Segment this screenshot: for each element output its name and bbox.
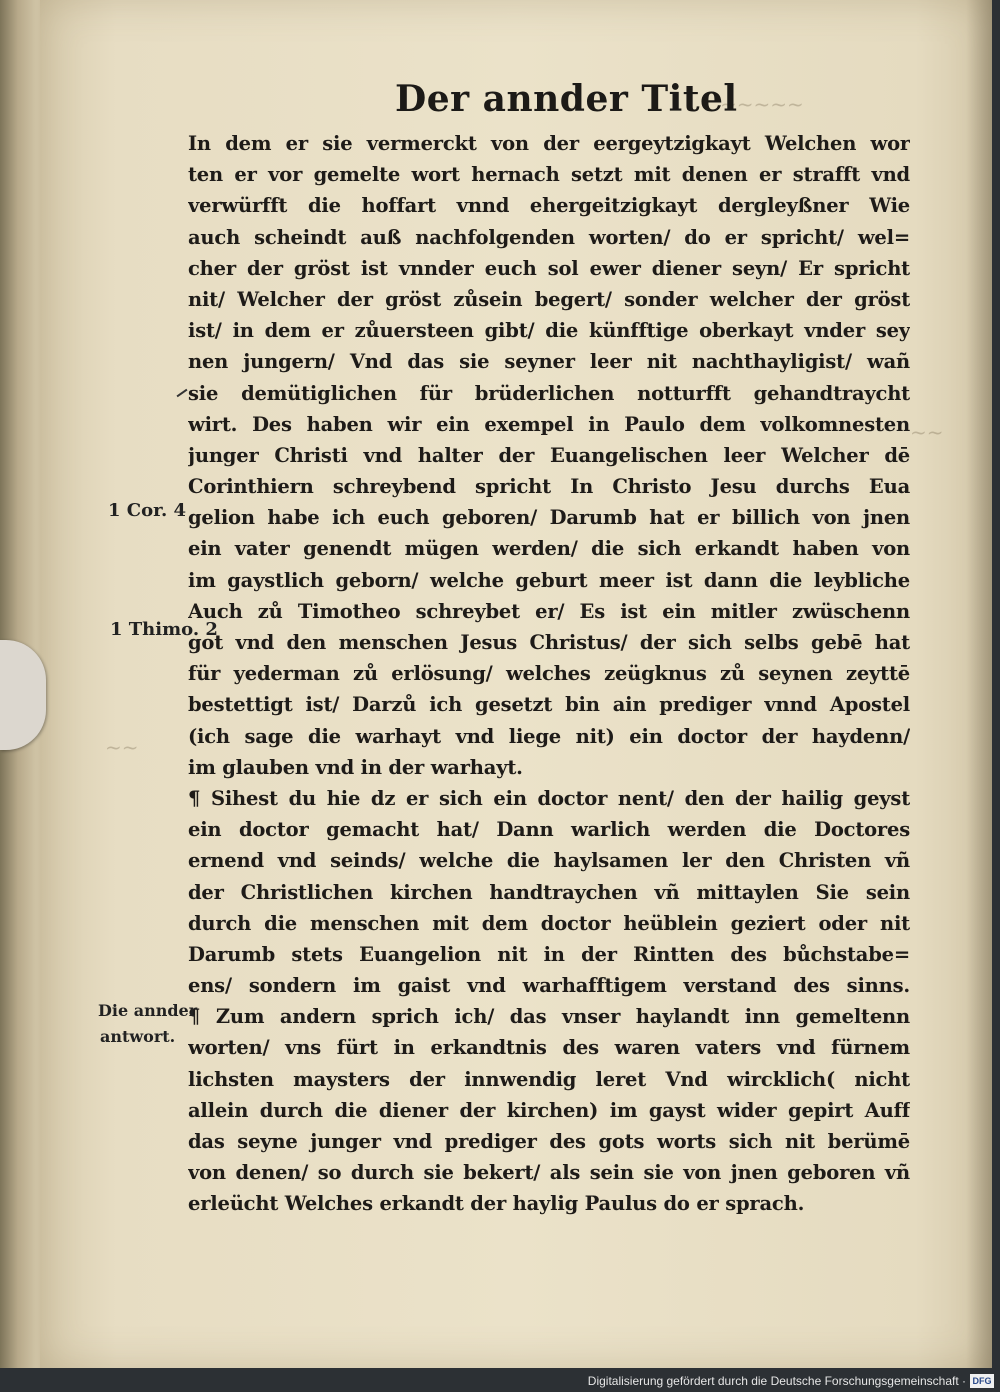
text-line: auch scheindt auß nachfolgenden worten/ do er spricht/ wel= bbox=[188, 225, 910, 249]
text-line: ¶ Sihest du hie dz er sich ein doctor nent/ den der hailig geyst bbox=[188, 786, 910, 810]
margin-note-cor: 1 Cor. 4 bbox=[108, 500, 187, 521]
text-line: ernend vnd seinds/ welche die haylsamen ler den Christen vñ bbox=[188, 849, 910, 873]
text-line: durch die menschen mit dem doctor heüblein geziert oder nit bbox=[188, 911, 910, 935]
show-through-text: ~~ bbox=[910, 420, 944, 444]
text-line: worten/ vns fürt in erkandtnis des waren vaters vnd fürnem bbox=[188, 1036, 910, 1060]
dfg-logo: DFG bbox=[970, 1374, 994, 1388]
page-body bbox=[188, 128, 910, 1220]
text-line: Darumb stets Euangelion nit in der Rintten des bůchstabe= bbox=[188, 942, 910, 966]
text-line: erleücht Welches erkandt der haylig Paulus do er sprach. bbox=[188, 1192, 805, 1216]
show-through-text: ~~~~~ bbox=[720, 92, 804, 116]
show-through-text: ~~ bbox=[105, 735, 139, 759]
text-line: allein durch die diener der kirchen) im gayst wider gepirt Auff bbox=[188, 1098, 910, 1122]
text-line: ens/ sondern im gaist vnd warhafftigem verstand des sinns. bbox=[188, 974, 910, 998]
text-line: ein doctor gemacht hat/ Dann warlich werden die Doctores bbox=[188, 818, 910, 842]
text-line: das seyne junger vnd prediger des gots worts sich nit berümē bbox=[188, 1130, 910, 1153]
text-line: lichsten maysters der innwendig leret Vnd wircklich( nicht bbox=[188, 1067, 910, 1091]
text-line: Corinthiern schreybend spricht In Christo Jesu durchs Eua bbox=[188, 475, 910, 499]
text-line: der Christlichen kirchen handtraychen vñ mittaylen Sie sein bbox=[188, 880, 910, 904]
text-line: verwürfft die hoffart vnnd ehergeitzigkayt dergleyßner Wie bbox=[188, 194, 910, 218]
text-line: nit/ Welcher der gröst zůsein begert/ sonder welcher der gröst bbox=[188, 287, 910, 311]
margin-note-antwort: Die annder bbox=[98, 1001, 198, 1020]
running-title: Der annder Titel bbox=[395, 78, 738, 120]
text-line: für yederman zů erlösung/ welches zeügknus zů seynen zeyttē bbox=[188, 662, 910, 686]
text-line: sie demütiglichen für brüderlichen notturfft gehandtraycht bbox=[188, 381, 910, 405]
text-line: bestettigt ist/ Darzů ich gesetzt bin ain prediger vnnd Apostel bbox=[188, 693, 910, 717]
text-line: ¶ Zum andern sprich ich/ das vnser haylandt inn gemeltenn bbox=[188, 1005, 910, 1029]
margin-note-antwort: antwort. bbox=[100, 1027, 176, 1046]
text-line: In dem er sie vermerckt von der eergeytzigkayt Welchen wor bbox=[188, 132, 910, 155]
footer-bar bbox=[0, 1368, 1000, 1392]
text-line: gelion habe ich euch geboren/ Darumb hat er billich von jnen bbox=[188, 506, 910, 530]
text-line: (ich sage die warhayt vnd liege nit) ein doctor der haydenn/ bbox=[188, 724, 910, 748]
text-line: junger Christi vnd halter der Euangelischen leer Welcher dē bbox=[188, 443, 910, 467]
text-line: ist/ in dem er zůuersteen gibt/ die künfftige oberkayt vnder sey bbox=[188, 319, 910, 343]
funding-credit: Digitalisierung gefördert durch die Deutsche Forschungsgemeinschaft · bbox=[587, 1374, 966, 1388]
text-line: cher der gröst ist vnnder euch sol ewer diener seyn/ Er spricht bbox=[188, 256, 910, 280]
text-line: im gaystlich geborn/ welche geburt meer ist dann die leybliche bbox=[188, 568, 910, 592]
text-line: von denen/ so durch sie bekert/ als sein sie von jnen geboren vñ bbox=[188, 1161, 910, 1185]
margin-note-thimo: 1 Thimo. 2 bbox=[110, 619, 218, 640]
text-line: ein vater genendt mügen werden/ die sich erkandt haben von bbox=[188, 537, 910, 561]
text-line: wirt. Des haben wir ein exempel in Paulo dem volkomnesten bbox=[188, 412, 910, 436]
text-line: got vnd den menschen Jesus Christus/ der sich selbs gebē hat bbox=[188, 631, 910, 654]
text-line: Auch zů Timotheo schreybet er/ Es ist ein mitler zwüschenn bbox=[188, 599, 910, 623]
text-line: ten er vor gemelte wort hernach setzt mit denen er strafft vnd bbox=[188, 163, 910, 187]
text-line: im glauben vnd in der warhayt. bbox=[188, 755, 523, 779]
page-gutter-shadow bbox=[966, 0, 992, 1368]
text-line: nen jungern/ Vnd das sie seyner leer nit nachthayligist/ wañ bbox=[188, 350, 910, 374]
